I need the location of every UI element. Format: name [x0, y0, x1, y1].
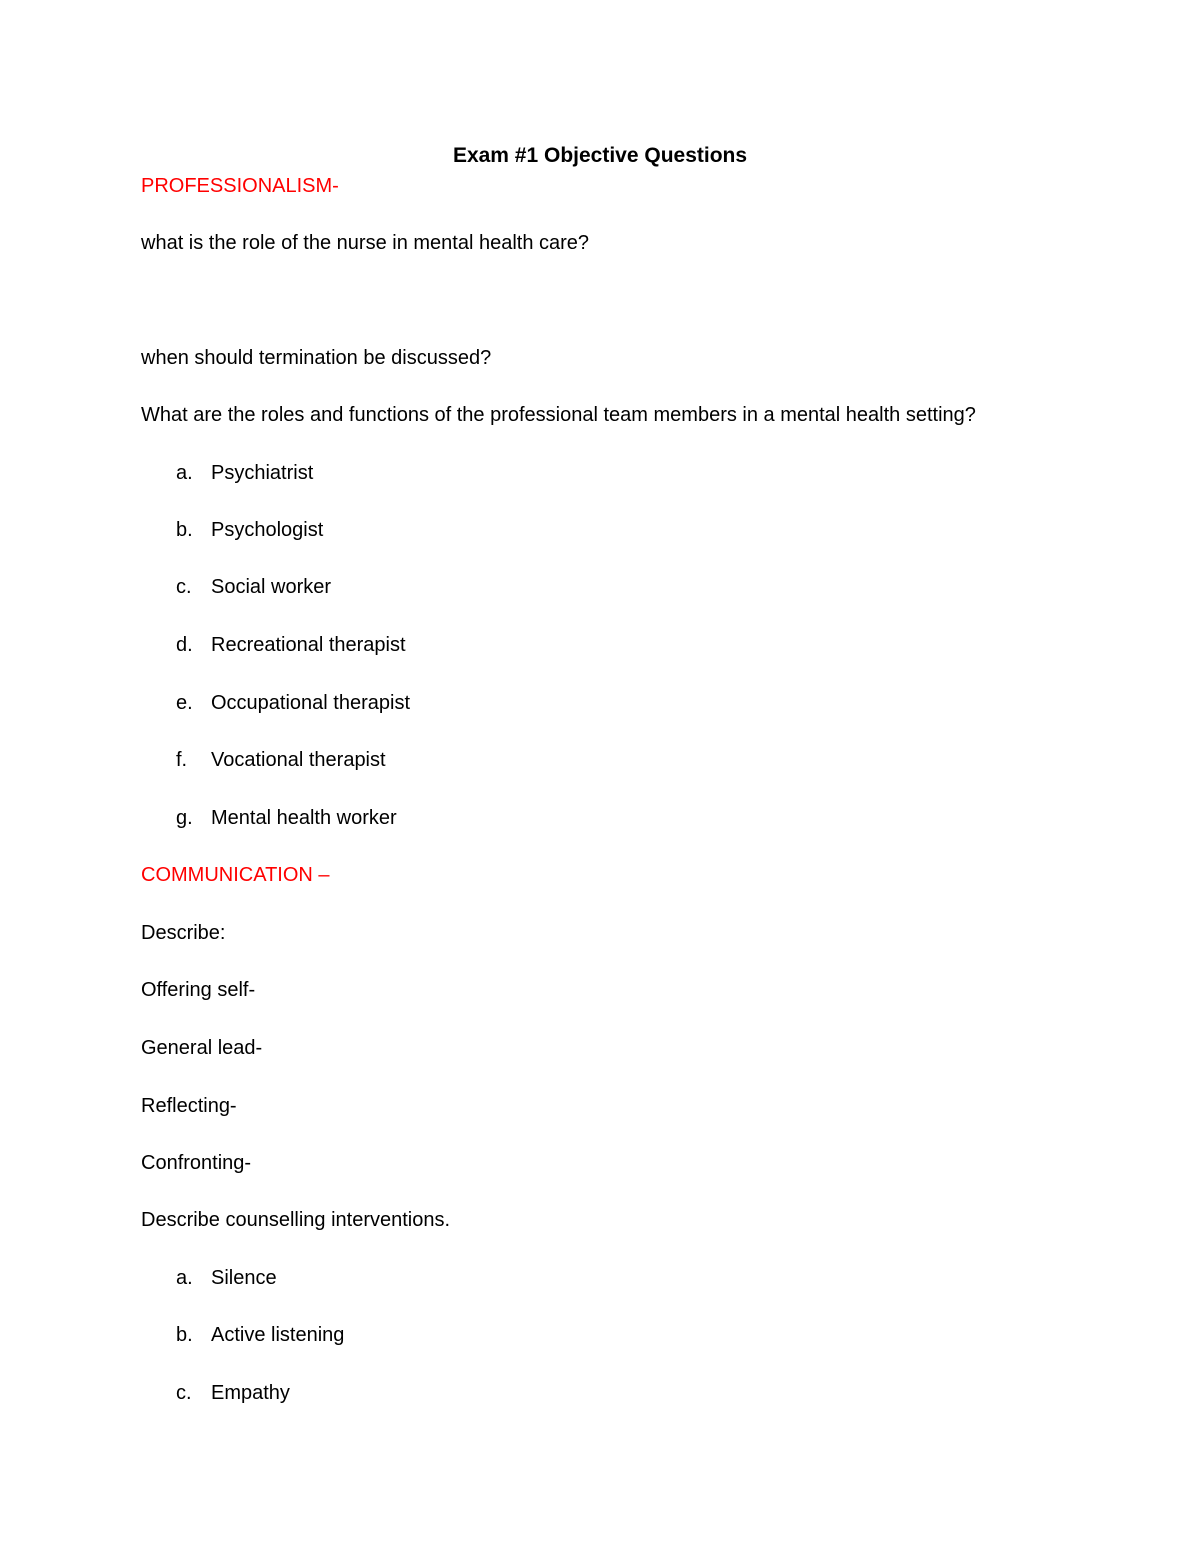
section-heading-communication: COMMUNICATION –: [141, 864, 330, 886]
term-general-lead: General lead-: [141, 1037, 263, 1059]
list-item-text: Psychologist: [211, 519, 324, 541]
question-nurse-role: what is the role of the nurse in mental health care?: [141, 232, 590, 254]
list-marker: d.: [176, 634, 193, 656]
list-item-text: Active listening: [211, 1324, 345, 1346]
list-marker: c.: [176, 576, 192, 598]
term-offering-self: Offering self-: [141, 979, 256, 1001]
list-item-text: Mental health worker: [211, 807, 397, 829]
term-reflecting: Reflecting-: [141, 1095, 237, 1117]
list-marker: f.: [176, 749, 188, 771]
list-item-text: Recreational therapist: [211, 634, 406, 656]
list-item-text: Silence: [211, 1267, 277, 1289]
list-item-text: Occupational therapist: [211, 692, 411, 714]
list-marker: g.: [176, 807, 193, 829]
term-confronting: Confronting-: [141, 1152, 252, 1174]
section-heading-professionalism: PROFESSIONALISM-: [141, 175, 339, 197]
list-item-text: Empathy: [211, 1382, 290, 1404]
question-team-roles: What are the roles and functions of the professional team members in a mental health setting?: [141, 404, 976, 426]
list-marker: e.: [176, 692, 193, 714]
question-termination: when should termination be discussed?: [141, 347, 492, 369]
list-marker: c.: [176, 1382, 192, 1404]
list-marker: b.: [176, 1324, 193, 1346]
list-marker: b.: [176, 519, 193, 541]
question-counselling: Describe counselling interventions.: [141, 1209, 451, 1231]
list-item-text: Social worker: [211, 576, 332, 598]
document-title: Exam #1 Objective Questions: [452, 144, 748, 167]
list-item-text: Psychiatrist: [211, 462, 314, 484]
describe-label: Describe:: [141, 922, 226, 944]
list-item-text: Vocational therapist: [211, 749, 386, 771]
list-marker: a.: [176, 1267, 193, 1289]
list-marker: a.: [176, 462, 193, 484]
